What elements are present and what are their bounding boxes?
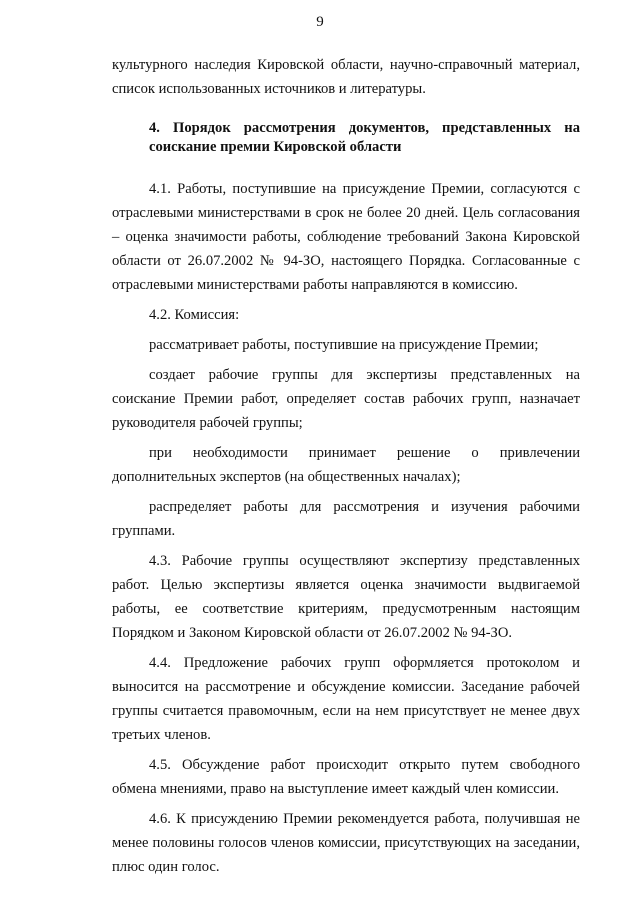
paragraph-4-4: 4.4. Предложение рабочих групп оформляется протоколом и выносится на рассмотрение и обсуждение комиссии. Заседание рабочей группы считается правомочным, если на нем присутствует не менее двух третьих членов. — [112, 655, 580, 743]
paragraph-commission-duty-4: распределяет работы для рассмотрения и изучения рабочими группами. — [112, 499, 580, 539]
paragraph-commission-duty-2: создает рабочие группы для экспертизы представленных на соискание Премии работ, определяет состав рабочих групп, назначает руководителя рабочей группы; — [112, 367, 580, 431]
paragraph-commission-duty-1: рассматривает работы, поступившие на присуждение Премии; — [149, 337, 539, 353]
paragraph-4-6: 4.6. К присуждению Премии рекомендуется работа, получившая не менее половины голосов членов комиссии, присутствующих на заседании, плюс один голос. — [112, 811, 580, 875]
paragraph-4-1: 4.1. Работы, поступившие на присуждение Премии, согласуются с отраслевыми министерствами в срок не более 20 дней. Цель согласования – оценка значимости работы, соблюдение требований Закона Кировской области от 26.07.2002 № 94-ЗО, настоящего Порядка. Согласованные с отраслевыми министерствами работы направляются в комиссию. — [112, 181, 580, 293]
page-number: 9 — [316, 14, 324, 30]
paragraph-commission-duty-3: при необходимости принимает решение о привлечении дополнительных экспертов (на общественных началах); — [112, 445, 580, 485]
paragraph-4-3: 4.3. Рабочие группы осуществляют экспертизу представленных работ. Целью экспертизы является оценка значимости выдвигаемой работы, ее соответствие критериям, предусмотренным настоящим Порядком и Законом Кировской области от 26.07.2002 № 94-ЗО. — [112, 553, 580, 641]
paragraph-4-2: 4.2. Комиссия: — [149, 307, 240, 323]
document-body — [112, 53, 580, 879]
section-heading: 4. Порядок рассмотрения документов, представленных на соискание премии Кировской области — [149, 120, 580, 155]
paragraph-4-5: 4.5. Обсуждение работ происходит открыто путем свободного обмена мнениями, право на выступление имеет каждый член комиссии. — [112, 757, 580, 797]
paragraph-continuation: культурного наследия Кировской области, научно-справочный материал, список использованных источников и литературы. — [112, 57, 580, 97]
